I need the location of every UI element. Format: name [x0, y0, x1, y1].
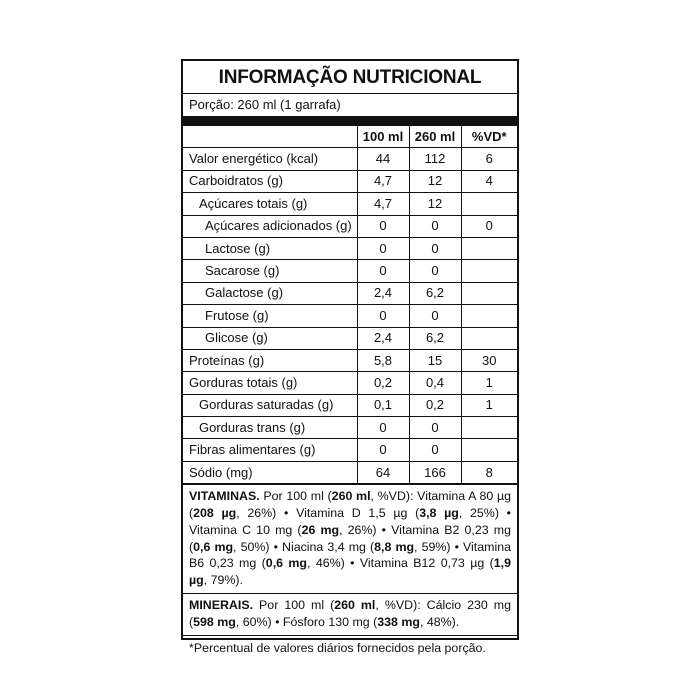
nutrient-name: Sacarose (g) [183, 260, 357, 282]
vitamins-bold-value: 8,8 mg [374, 539, 415, 554]
column-header-vd: %VD* [461, 126, 517, 148]
vitamins-text: , 50%) • Niacina 3,4 mg ( [233, 539, 375, 554]
value-100ml: 0 [357, 237, 409, 259]
value-vd [461, 260, 517, 282]
value-260ml: 12 [409, 170, 461, 192]
table-row [183, 439, 517, 461]
vitamins-text: , 26%) • Vitamina D 1,5 µg ( [236, 506, 420, 521]
value-260ml: 0 [409, 439, 461, 461]
value-100ml: 0 [357, 305, 409, 327]
value-100ml: 4,7 [357, 170, 409, 192]
vitamins-bold-value: 0,6 mg [193, 539, 234, 554]
minerals-heading: MINERAIS. [189, 598, 254, 613]
nutrient-name: Fibras alimentares (g) [183, 439, 357, 461]
value-260ml: 6,2 [409, 327, 461, 349]
column-header-260ml: 260 ml [409, 126, 461, 148]
minerals-text: Por 100 ml ( [253, 598, 335, 613]
value-100ml: 2,4 [357, 282, 409, 304]
vitamins-text: , 79%). [203, 573, 243, 588]
table-header-row [183, 126, 517, 148]
value-260ml: 0,4 [409, 372, 461, 394]
vitamins-bold-value: 208 µg [193, 506, 237, 521]
table-row [183, 327, 517, 349]
value-100ml: 4,7 [357, 193, 409, 215]
value-100ml: 0,2 [357, 372, 409, 394]
table-row [183, 417, 517, 439]
nutrient-name: Frutose (g) [183, 305, 357, 327]
minerals-bold-value: 338 mg [377, 614, 420, 629]
minerals-text: , 48%). [419, 614, 460, 629]
thick-divider [183, 116, 517, 125]
vitamins-bold-value: 3,8 µg [419, 506, 459, 521]
value-260ml: 6,2 [409, 282, 461, 304]
value-vd [461, 193, 517, 215]
nutrient-name: Carboidratos (g) [183, 170, 357, 192]
vitamins-bold-value: 260 ml [331, 489, 371, 504]
nutrient-table [183, 125, 517, 484]
vitamins-text: , 26%) • Vitamina B2 0,23 mg ( [189, 522, 511, 554]
vitamins-section [183, 484, 517, 594]
table-row [183, 148, 517, 170]
column-header-label [183, 126, 357, 148]
vitamins-heading: VITAMINAS. [189, 489, 260, 504]
value-vd: 1 [461, 394, 517, 416]
value-vd [461, 439, 517, 461]
nutrient-name: Proteínas (g) [183, 349, 357, 371]
minerals-text: , %VD): Cálcio 230 mg ( [189, 598, 511, 629]
value-100ml: 5,8 [357, 349, 409, 371]
table-row [183, 349, 517, 371]
table-row [183, 282, 517, 304]
value-260ml: 0 [409, 260, 461, 282]
value-260ml: 112 [409, 148, 461, 170]
value-vd: 30 [461, 349, 517, 371]
vitamins-text: , 25%) • Vitamina C 10 mg ( [189, 506, 511, 537]
value-260ml: 0 [409, 215, 461, 237]
nutrient-name: Açúcares totais (g) [183, 193, 357, 215]
value-vd: 8 [461, 461, 517, 483]
table-row [183, 170, 517, 192]
value-260ml: 12 [409, 193, 461, 215]
vitamins-text: Por 100 ml ( [259, 489, 332, 504]
value-260ml: 0,2 [409, 394, 461, 416]
value-vd [461, 417, 517, 439]
value-100ml: 44 [357, 148, 409, 170]
value-260ml: 166 [409, 461, 461, 483]
vitamins-bold-value: 0,6 mg [265, 556, 307, 571]
value-vd [461, 327, 517, 349]
minerals-text: , 60%) • Fósforo 130 mg ( [235, 614, 378, 629]
minerals-bold-value: 598 mg [193, 614, 236, 629]
nutrient-name: Lactose (g) [183, 237, 357, 259]
value-vd [461, 305, 517, 327]
label-title: INFORMAÇÃO NUTRICIONAL [218, 67, 482, 88]
value-100ml: 0 [357, 439, 409, 461]
table-row [183, 260, 517, 282]
nutrient-name: Gorduras saturadas (g) [183, 394, 357, 416]
value-100ml: 64 [357, 461, 409, 483]
nutrient-name: Valor energético (kcal) [183, 148, 357, 170]
value-100ml: 0 [357, 417, 409, 439]
nutrition-facts-label [181, 59, 519, 655]
value-100ml: 0,1 [357, 394, 409, 416]
vitamins-bold-value: 1,9 µg [189, 556, 511, 588]
column-header-100ml: 100 ml [357, 126, 409, 148]
value-100ml: 0 [357, 260, 409, 282]
nutrient-name: Açúcares adicionados (g) [183, 215, 357, 237]
value-260ml: 0 [409, 417, 461, 439]
value-vd: 0 [461, 215, 517, 237]
table-row [183, 305, 517, 327]
footnote: *Percentual de valores diários fornecidos pela porção. [189, 640, 486, 655]
nutrient-name: Gorduras totais (g) [183, 372, 357, 394]
vitamins-bold-value: 26 mg [301, 522, 340, 537]
table-row [183, 394, 517, 416]
value-260ml: 0 [409, 305, 461, 327]
nutrient-name: Gorduras trans (g) [183, 417, 357, 439]
table-row [183, 193, 517, 215]
table-row [183, 215, 517, 237]
value-vd: 6 [461, 148, 517, 170]
nutrient-name: Glicose (g) [183, 327, 357, 349]
nutrient-name: Galactose (g) [183, 282, 357, 304]
value-260ml: 15 [409, 349, 461, 371]
value-vd [461, 282, 517, 304]
nutrient-name: Sódio (mg) [183, 461, 357, 483]
value-100ml: 0 [357, 215, 409, 237]
vitamins-text: , 59%) • Vitamina B6 0,23 mg ( [189, 539, 511, 571]
value-vd: 1 [461, 372, 517, 394]
table-row [183, 461, 517, 483]
minerals-bold-value: 260 ml [334, 598, 376, 613]
minerals-section [183, 594, 517, 636]
vitamins-text: , %VD): Vitamina A 80 µg ( [189, 489, 511, 521]
value-100ml: 2,4 [357, 327, 409, 349]
value-vd: 4 [461, 170, 517, 192]
table-row [183, 372, 517, 394]
portion-size: Porção: 260 ml (1 garrafa) [183, 93, 517, 116]
value-vd [461, 237, 517, 259]
table-row [183, 237, 517, 259]
vitamins-text: , 46%) • Vitamina B12 0,73 µg ( [307, 556, 494, 571]
value-260ml: 0 [409, 237, 461, 259]
